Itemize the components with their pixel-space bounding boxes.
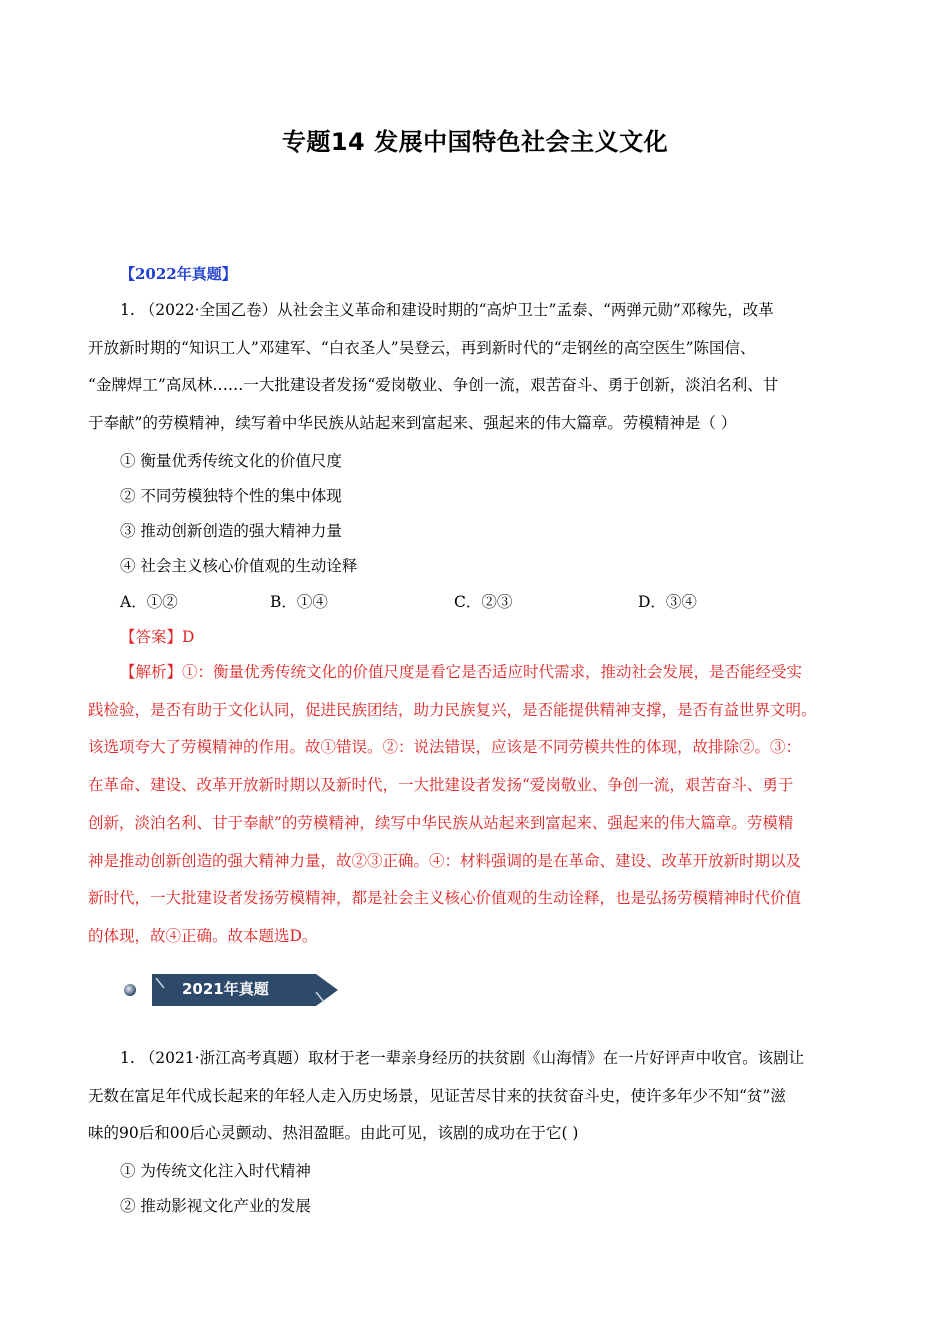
question-line: 开放新时期的“知识工人”邓建军、“白衣圣人”吴登云，再到新时代的“走钢丝的高空医生”陈国信、 xyxy=(88,338,756,357)
question-line: 于奉献”的劳模精神，续写着中华民族从站起来到富起来、强起来的伟大篇章。劳模精神是（ ） xyxy=(88,413,737,432)
analysis xyxy=(88,654,878,956)
analysis-line: 神是推动创新创造的强大精神力量，故②③正确。④：材料强调的是在革命、建设、改革开放新时期以及 xyxy=(88,851,802,870)
choice-row xyxy=(120,590,820,612)
section-tag-2022: 【2022年真题】 xyxy=(120,265,237,283)
choice-d: D．③④ xyxy=(638,593,697,611)
question-2021 xyxy=(88,1040,868,1153)
option-2021-2: ② 推动影视文化产业的发展 xyxy=(120,1197,311,1215)
analysis-line: 【解析】①：衡量优秀传统文化的价值尺度是看它是否适应时代需求，推动社会发展，是否能经受实 xyxy=(120,663,803,681)
analysis-line: 的体现，故④正确。故本题选D。 xyxy=(88,926,318,945)
question-2022 xyxy=(88,292,868,442)
analysis-line: 创新，淡泊名利、甘于奉献”的劳模精神，续写中华民族从站起来到富起来、强起来的伟大篇章。劳模精 xyxy=(88,813,794,832)
choice-a: A．①② xyxy=(120,593,178,611)
question-line: 1. （2022·全国乙卷）从社会主义革命和建设时期的“高炉卫士”孟泰、“两弹元勋”邓稼先，改革 xyxy=(120,301,774,319)
analysis-line: 践检验，是否有助于文化认同，促进民族团结，助力民族复兴，是否能提供精神支撑，是否有益世界文明。 xyxy=(88,700,817,719)
option-2: ② 不同劳模独特个性的集中体现 xyxy=(120,487,342,505)
analysis-line: 该选项夸大了劳模精神的作用。故①错误。②：说法错误，应该是不同劳模共性的体现，故排除②。③： xyxy=(88,738,802,757)
option-3: ③ 推动创新创造的强大精神力量 xyxy=(120,522,342,540)
option-4: ④ 社会主义核心价值观的生动诠释 xyxy=(120,557,358,575)
analysis-line: 新时代，一大批建设者发扬劳模精神，都是社会主义核心价值观的生动诠释，也是弘扬劳模精神时代价值 xyxy=(88,889,802,908)
banner-dot-icon xyxy=(124,984,136,996)
question-line: 味的90后和00后心灵颤动、热泪盈眶。由此可见，该剧的成功在于它( ) xyxy=(88,1124,579,1142)
option-2021-1: ① 为传统文化注入时代精神 xyxy=(120,1162,311,1180)
option-1: ① 衡量优秀传统文化的价值尺度 xyxy=(120,452,342,470)
answer: 【答案】D xyxy=(120,628,195,646)
question-line: “金牌焊工”高凤林……一大批建设者发扬“爱岗敬业、争创一流，艰苦奋斗、勇于创新，淡泊名利、甘 xyxy=(88,376,779,394)
question-line: 无数在富足年代成长起来的年轻人走入历史场景，见证苦尽甘来的扶贫奋斗史，使许多年少不知“贫”滋 xyxy=(88,1086,786,1105)
choice-c: C．②③ xyxy=(454,593,513,611)
choice-b: B．①④ xyxy=(270,593,328,611)
question-line: 1. （2021·浙江高考真题）取材于老一辈亲身经历的扶贫剧《山海情》在一片好评声中收官。该剧让 xyxy=(120,1049,805,1067)
banner-label: 2021年真题 xyxy=(182,980,269,998)
analysis-line: 在革命、建设、改革开放新时期以及新时代，一大批建设者发扬“爱岗敬业、争创一流，艰苦奋斗、勇于 xyxy=(88,776,794,795)
page-title: 专题14 发展中国特色社会主义文化 xyxy=(281,128,669,156)
